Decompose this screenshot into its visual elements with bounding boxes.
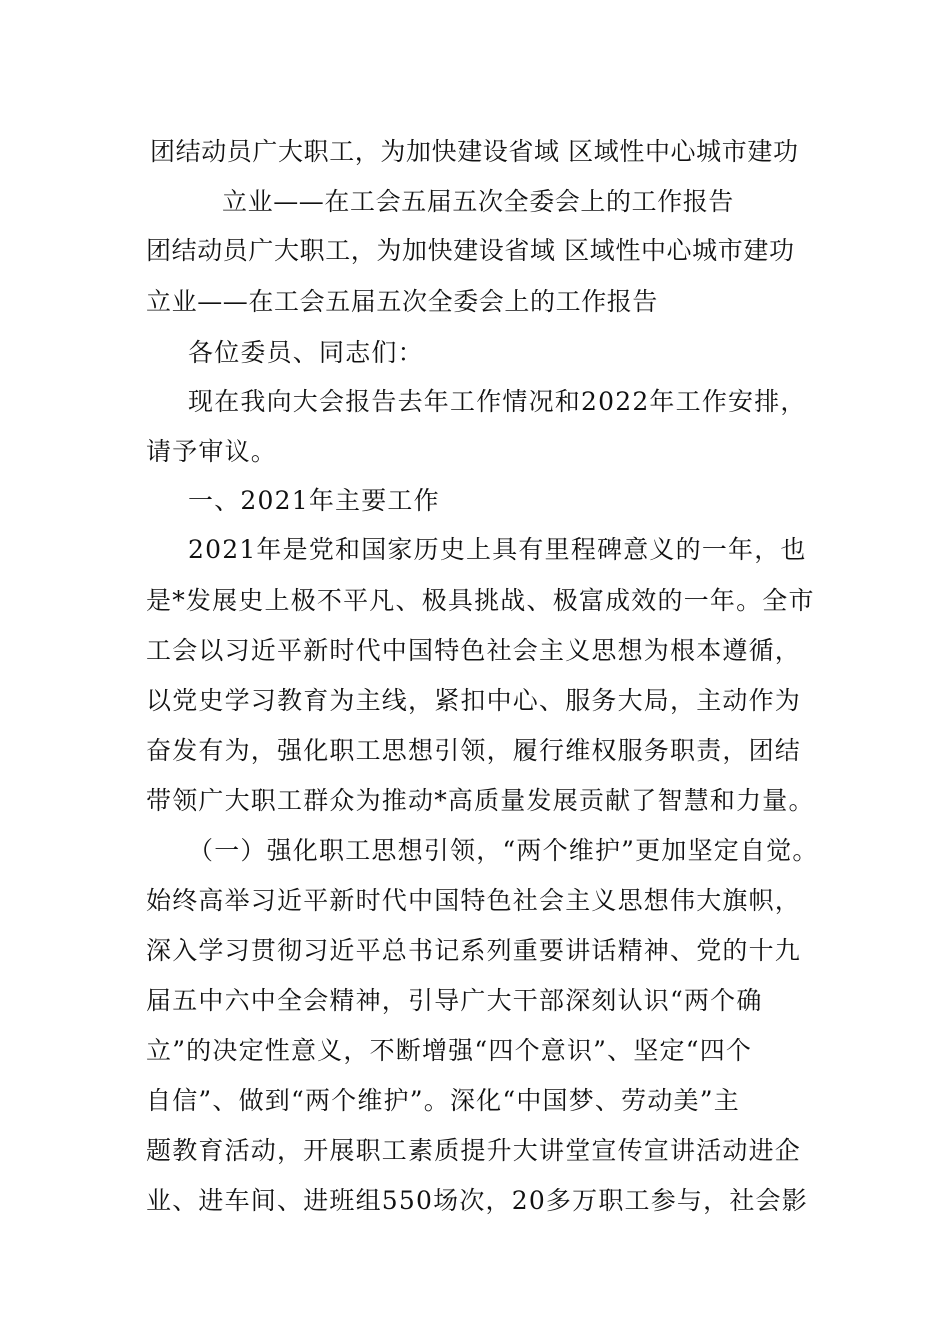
para1-line-1: 2021年是党和国家历史上具有里程碑意义的一年，也: [188, 535, 807, 564]
para1-line-4: 以党史学习教育为主线，紧扣中心、服务大局，主动作为: [146, 686, 802, 715]
title-centered-line-1: 团结动员广大职工，为加快建设省域 区域性中心城市建功: [150, 137, 799, 166]
para1-line-6: 带领广大职工群众为推动*高质量发展贡献了智慧和力量。: [146, 786, 815, 815]
intro-line-1: 现在我向大会报告去年工作情况和2022年工作安排，: [188, 387, 807, 416]
greeting: 各位委员、同志们：: [188, 338, 424, 367]
para2-line-7: 题教育活动，开展职工素质提升大讲堂宣传宣讲活动进企: [146, 1136, 802, 1165]
para2-line-1: （一）强化职工思想引领，“两个维护”更加坚定自觉。: [188, 836, 819, 865]
title-repeat-line-1: 团结动员广大职工，为加快建设省域 区域性中心城市建功: [146, 236, 795, 265]
para2-line-5: 立”的决定性意义，不断增强“四个意识”、坚定“四个: [146, 1036, 753, 1065]
para1-line-2: 是*发展史上极不平凡、极具挑战、极富成效的一年。全市: [146, 586, 815, 615]
para2-line-6: 自信”、做到“两个维护”。深化“中国梦、劳动美”主: [146, 1086, 740, 1115]
para1-line-5: 奋发有为，强化职工思想引领，履行维权服务职责，团结: [146, 736, 802, 765]
para2-line-3: 深入学习贯彻习近平总书记系列重要讲话精神、党的十九: [146, 936, 802, 965]
para2-line-8: 业、进车间、进班组550场次，20多万职工参与，社会影: [146, 1186, 808, 1215]
title-centered-line-2: 立业——在工会五届五次全委会上的工作报告: [222, 187, 735, 216]
para1-line-3: 工会以习近平新时代中国特色社会主义思想为根本遵循，: [146, 636, 802, 665]
para2-line-2: 始终高举习近平新时代中国特色社会主义思想伟大旗帜，: [146, 886, 802, 915]
title-repeat-line-2: 立业——在工会五届五次全委会上的工作报告: [146, 287, 659, 316]
intro-line-2: 请予审议。: [146, 437, 278, 466]
section-heading: 一、2021年主要工作: [188, 486, 440, 515]
para2-line-4: 届五中六中全会精神，引导广大干部深刻认识“两个确: [146, 986, 763, 1015]
